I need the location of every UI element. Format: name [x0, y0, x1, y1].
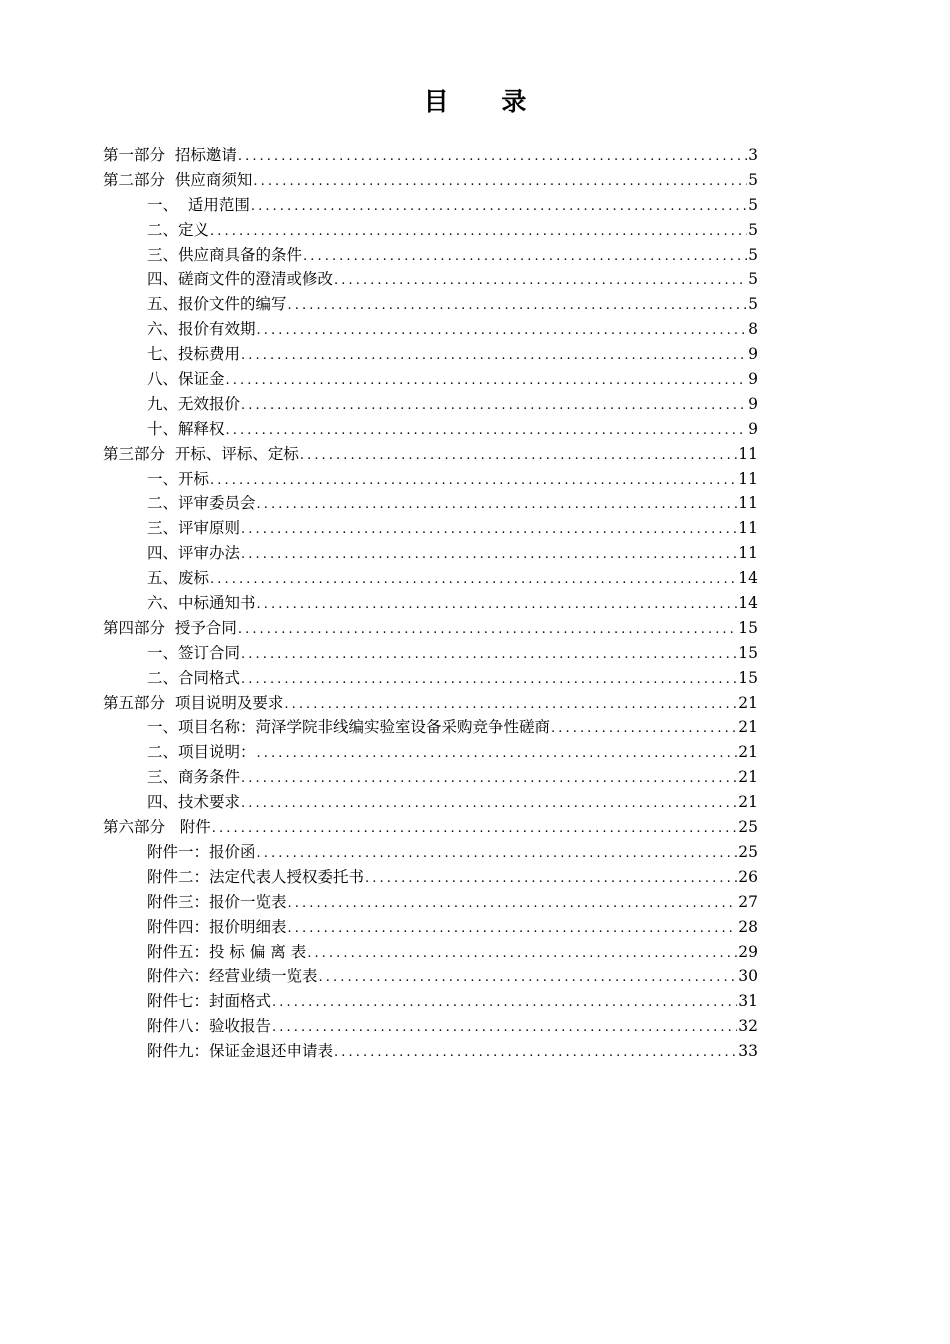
toc-entry-label: 第三部分 开标、评标、定标 [103, 444, 299, 463]
toc-entry[interactable] [103, 940, 758, 965]
toc-entry-page-number: 11 [738, 469, 758, 488]
toc-entry-page-number: 14 [738, 594, 758, 613]
toc-entry-page-number: 9 [748, 419, 758, 438]
toc-entry[interactable] [103, 566, 758, 591]
toc-dot-leader [226, 419, 748, 442]
toc-entry-label: 二、合同格式 [147, 668, 241, 687]
toc-entry[interactable] [103, 964, 758, 989]
toc-entry-label: 二、项目说明： [147, 743, 256, 762]
toc-entry[interactable] [103, 840, 758, 865]
toc-entry[interactable] [103, 890, 758, 915]
toc-entry-label: 附件二：法定代表人授权委托书 [147, 867, 365, 886]
toc-entry-page-number: 11 [738, 519, 758, 538]
toc-entry[interactable] [103, 243, 758, 268]
toc-dot-leader [307, 942, 737, 965]
toc-entry-page-number: 11 [738, 544, 758, 563]
toc-dot-leader [241, 643, 737, 666]
toc-entry-page-number: 5 [748, 270, 758, 289]
toc-entry-label: 一、 适用范围 [147, 195, 250, 214]
toc-dot-leader [241, 668, 737, 691]
toc-entry-page-number: 15 [738, 643, 758, 662]
toc-dot-leader [300, 444, 737, 467]
toc-entry-page-number: 5 [748, 295, 758, 314]
toc-dot-leader [272, 991, 737, 1014]
toc-dot-leader [288, 917, 738, 940]
toc-entry[interactable] [103, 392, 758, 417]
toc-entry-label: 附件九：保证金退还申请表 [147, 1042, 334, 1061]
toc-entry-page-number: 30 [738, 967, 758, 986]
toc-entry-page-number: 9 [748, 394, 758, 413]
toc-entry[interactable] [103, 765, 758, 790]
toc-entry-page-number: 25 [738, 818, 758, 837]
toc-entry-page-number: 32 [738, 1017, 758, 1036]
toc-entry-page-number: 31 [738, 992, 758, 1011]
toc-dot-leader [334, 269, 747, 292]
toc-entry-page-number: 25 [738, 842, 758, 861]
toc-entry-page-number: 27 [738, 892, 758, 911]
toc-entry-label: 二、评审委员会 [147, 494, 256, 513]
toc-entry-label: 三、评审原则 [147, 519, 241, 538]
toc-dot-leader [257, 742, 738, 765]
toc-entry-label: 第四部分 授予合同 [103, 618, 237, 637]
toc-dot-leader [319, 966, 738, 989]
toc-dot-leader [253, 170, 747, 193]
toc-entry-label: 第一部分 招标邀请 [103, 146, 237, 164]
toc-entry[interactable] [103, 491, 758, 516]
toc-dot-leader [238, 145, 747, 168]
toc-entry-page-number: 21 [738, 693, 758, 712]
toc-entry-page-number: 26 [738, 867, 758, 886]
toc-entry-page-number: 21 [738, 718, 758, 737]
toc-entry[interactable] [103, 740, 758, 765]
toc-dot-leader [241, 518, 737, 541]
toc-dot-leader [241, 767, 737, 790]
toc-entry[interactable] [103, 591, 758, 616]
toc-entry[interactable] [103, 442, 758, 467]
toc-entry-label: 附件五：投 标 偏 离 表 [147, 942, 307, 961]
toc-entry[interactable] [103, 143, 758, 168]
toc-entry[interactable] [103, 218, 758, 243]
toc-dot-leader [210, 469, 737, 492]
toc-dot-leader [241, 792, 737, 815]
toc-dot-leader [288, 892, 738, 915]
toc-entry-page-number: 14 [738, 569, 758, 588]
toc-entry[interactable] [103, 292, 758, 317]
toc-entry[interactable] [103, 715, 758, 740]
toc-entry-label: 附件三：报价一览表 [147, 892, 287, 911]
toc-entry[interactable] [103, 691, 758, 716]
toc-entry-page-number: 33 [738, 1042, 758, 1061]
toc-entry-label: 七、投标费用 [147, 345, 241, 364]
toc-entry[interactable] [103, 367, 758, 392]
toc-entry[interactable] [103, 516, 758, 541]
toc-dot-leader [212, 817, 737, 840]
toc-entry[interactable] [103, 641, 758, 666]
toc-entry-label: 附件六：经营业绩一览表 [147, 967, 318, 986]
toc-entry-page-number: 11 [738, 444, 758, 463]
toc-entry-page-number: 5 [748, 220, 758, 239]
toc-entry[interactable] [103, 168, 758, 193]
toc-list [103, 143, 758, 1064]
toc-entry-label: 二、定义 [147, 220, 210, 239]
toc-title: 目 录 [423, 87, 549, 116]
toc-dot-leader [257, 593, 738, 616]
toc-entry-label: 一、项目名称：菏泽学院非线编实验室设备采购竞争性磋商 [147, 718, 551, 737]
toc-dot-leader [226, 369, 748, 392]
toc-entry-page-number: 3 [748, 146, 758, 164]
toc-entry[interactable] [103, 342, 758, 367]
toc-entry-page-number: 15 [738, 618, 758, 637]
toc-entry-page-number: 5 [748, 245, 758, 264]
toc-entry-page-number: 21 [738, 793, 758, 812]
toc-entry-page-number: 28 [738, 917, 758, 936]
toc-entry[interactable] [103, 865, 758, 890]
toc-dot-leader [251, 195, 747, 218]
toc-dot-leader [257, 319, 748, 342]
toc-entry-page-number: 11 [738, 494, 758, 513]
toc-entry-label: 一、签订合同 [147, 643, 241, 662]
toc-entry-page-number: 9 [748, 345, 758, 364]
toc-entry-page-number: 29 [738, 942, 758, 961]
toc-entry-page-number: 5 [748, 170, 758, 189]
toc-entry-label: 六、报价有效期 [147, 320, 256, 339]
toc-entry-label: 八、保证金 [147, 370, 225, 389]
toc-dot-leader [241, 344, 747, 367]
toc-dot-leader [365, 867, 737, 890]
toc-entry-page-number: 15 [738, 668, 758, 687]
toc-entry-label: 第六部分 附件 [103, 818, 211, 837]
toc-entry[interactable] [103, 541, 758, 566]
toc-entry[interactable] [103, 1039, 758, 1064]
toc-entry-label: 附件一：报价函 [147, 842, 256, 861]
toc-dot-leader [551, 717, 737, 740]
toc-dot-leader [334, 1041, 737, 1064]
toc-entry-label: 五、废标 [147, 569, 210, 588]
toc-entry-label: 五、报价文件的编写 [147, 295, 287, 314]
toc-entry-label: 第五部分 项目说明及要求 [103, 693, 284, 712]
toc-entry-label: 三、商务条件 [147, 768, 241, 787]
toc-dot-leader [210, 220, 747, 243]
toc-dot-leader [272, 1016, 737, 1039]
toc-dot-leader [257, 493, 738, 516]
toc-entry[interactable] [103, 1014, 758, 1039]
toc-entry-page-number: 21 [738, 743, 758, 762]
toc-entry[interactable] [103, 989, 758, 1014]
toc-dot-leader [241, 543, 737, 566]
toc-dot-leader [241, 394, 747, 417]
toc-entry-label: 三、供应商具备的条件 [147, 245, 303, 264]
toc-entry-label: 九、无效报价 [147, 394, 241, 413]
toc-entry[interactable] [103, 193, 758, 218]
toc-entry[interactable] [103, 616, 758, 641]
toc-entry-label: 四、评审办法 [147, 544, 241, 563]
toc-dot-leader [257, 842, 738, 865]
toc-entry[interactable] [103, 815, 758, 840]
toc-entry-label: 四、磋商文件的澄清或修改 [147, 270, 334, 289]
toc-dot-leader [303, 245, 747, 268]
toc-entry[interactable] [103, 317, 758, 342]
toc-dot-leader [284, 693, 737, 716]
toc-entry-label: 附件四：报价明细表 [147, 917, 287, 936]
toc-entry[interactable] [103, 666, 758, 691]
toc-entry[interactable] [103, 417, 758, 442]
toc-entry-label: 四、技术要求 [147, 793, 241, 812]
toc-dot-leader [238, 618, 737, 641]
toc-entry-label: 六、中标通知书 [147, 594, 256, 613]
toc-entry-page-number: 21 [738, 768, 758, 787]
toc-dot-leader [210, 568, 737, 591]
toc-dot-leader [288, 294, 748, 317]
toc-entry-page-number: 9 [748, 370, 758, 389]
toc-entry[interactable] [103, 790, 758, 815]
toc-entry-label: 附件八：验收报告 [147, 1017, 272, 1036]
toc-entry-label: 十、解释权 [147, 419, 225, 438]
toc-entry-label: 一、开标 [147, 469, 210, 488]
toc-entry[interactable] [103, 467, 758, 492]
toc-entry-label: 第二部分 供应商须知 [103, 170, 253, 189]
toc-entry-label: 附件七：封面格式 [147, 992, 272, 1011]
toc-entry-page-number: 5 [748, 195, 758, 214]
toc-entry[interactable] [103, 267, 758, 292]
toc-entry-page-number: 8 [748, 320, 758, 339]
toc-entry[interactable] [103, 915, 758, 940]
